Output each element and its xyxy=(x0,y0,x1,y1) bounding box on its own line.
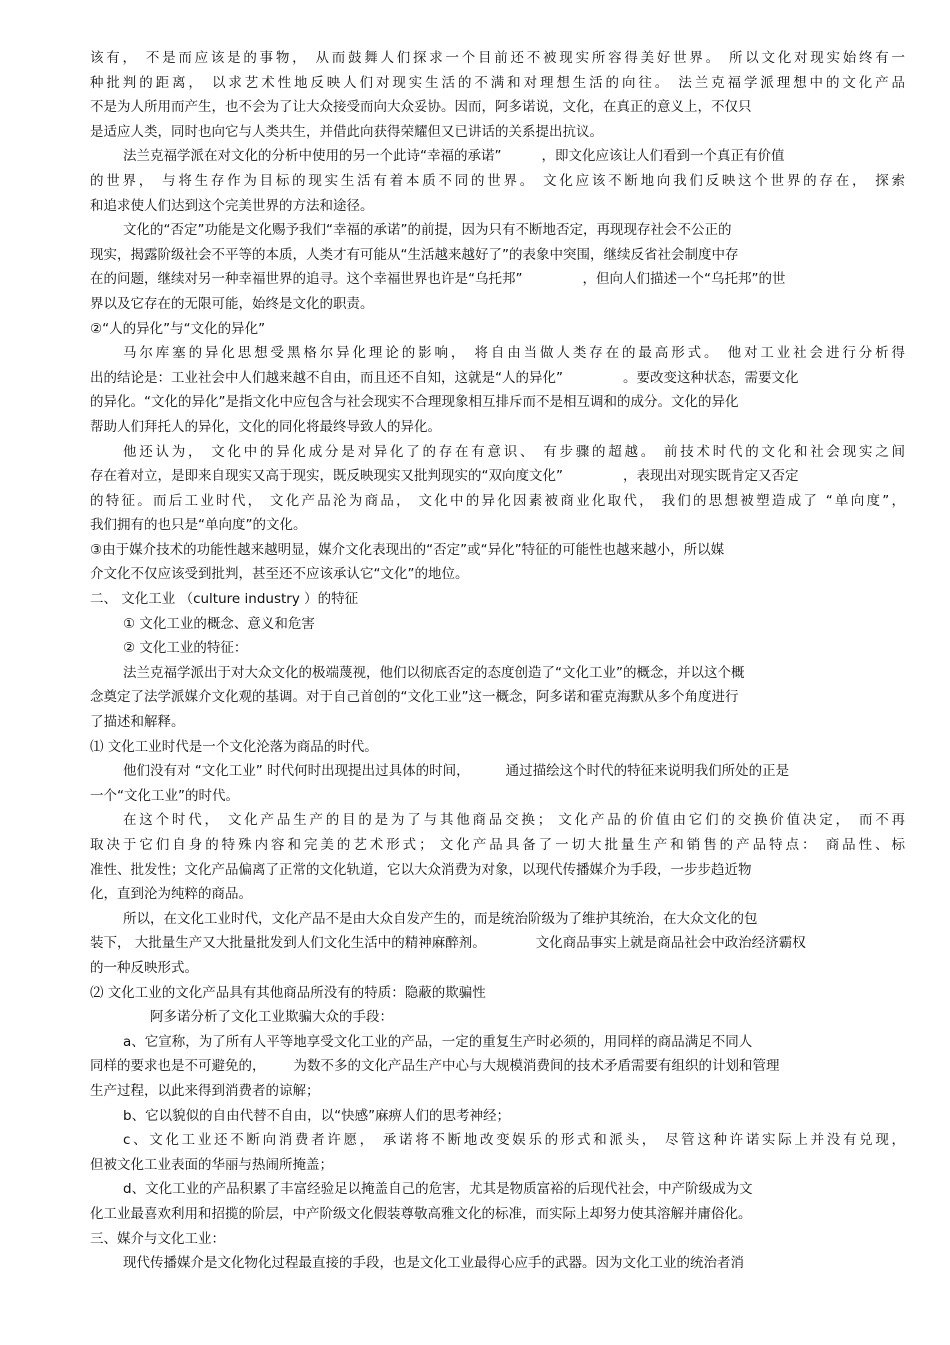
text-line: 我们拥有的也只是“单向度”的文化。 xyxy=(90,517,307,534)
text-line: 了描述和解释。 xyxy=(90,714,185,731)
text-line: 和追求使人们达到这个完美世界的方法和途径。 xyxy=(90,197,374,214)
text-line: 界以及它存在的无限可能，始终是文化的职责。 xyxy=(90,295,374,312)
section-heading: ②“人的异化”与“文化的异化” xyxy=(90,320,266,337)
text-line: 的异化。“文化的异化”是指文化中应包含与社会现实不合理现象相互排斥而不是相互调和的成分。文化的异化 xyxy=(90,394,739,411)
text-line: 在这个时代， 文化产品生产的目的是为了与其他商品交换； 文化产品的价值由它们的交换价值决定， 而不再 xyxy=(123,812,905,829)
text-line: 介文化不仅应该受到批判，甚至还不应该承认它“文化”的地位。 xyxy=(90,566,469,583)
text-line: 阿多诺分析了文化工业欺骗大众的手段： xyxy=(150,1009,393,1026)
text-line: 不是为人所用而产生，也不会为了让大众接受而向大众妥协。因而，阿多诺说，文化，在真正的意义上，不仅只 xyxy=(90,99,752,116)
section-heading: 三、媒介与文化工业： xyxy=(90,1230,225,1247)
list-item: ① 文化工业的概念、意义和危害 xyxy=(123,615,315,632)
text-line: 他们没有对 “文化工业” 时代何时出现提出过具体的时间， 通过描绘这个时代的特征来说明我们所处的正是 xyxy=(123,763,790,780)
text-line: 存在着对立，是即来自现实又高于现实，既反映现实又批判现实的“双向度文化” ，表现出对现实既肯定又否定 xyxy=(90,468,799,485)
text-line: 生产过程，以此来得到消费者的谅解； xyxy=(90,1082,320,1099)
text-line: 出的结论是：工业社会中人们越来越不自由，而且还不自知，这就是“人的异化” 。要改变这种状态，需要文化 xyxy=(90,369,799,386)
text-line: 的世界， 与将生存作为目标的现实生活有着本质不同的世界。 文化应该不断地向我们反映这个世界的存在， 探索 xyxy=(90,172,905,189)
text-line: 法兰克福学派在对文化的分析中使用的另一个此诗“幸福的承诺” ，即文化应该让人们看到一个真正有价值 xyxy=(123,148,785,165)
list-item: d、文化工业的产品积累了丰富经验足以掩盖自己的危害，尤其是物质富裕的后现代社会，中产阶级成为文 xyxy=(123,1181,753,1198)
text-line: 马尔库塞的异化思想受黑格尔异化理论的影响， 将自由当做人类存在的最高形式。 他对工业社会进行分析得 xyxy=(123,345,905,362)
text-line: 取决于它们自身的特殊内容和完美的艺术形式； 文化产品具备了一切大批量生产和销售的产品特点： 商品性、标 xyxy=(90,837,905,853)
text-line: 现实，揭露阶级社会不平等的本质，人类才有可能从“生活越来越好了”的表象中突围，继续反省社会制度中存 xyxy=(90,246,739,263)
text-line: 种批判的距离， 以求艺术性地反映人们对现实生活的不满和对理想生活的向往。 法兰克福学派理想中的文化产品 xyxy=(90,74,905,91)
text-line: ③由于媒介技术的功能性越来越明显，媒介文化表现出的“否定”或“异化”特征的可能性也越来越小，所以媒 xyxy=(90,541,725,558)
list-item: c、文化工业还不断向消费者许愿， 承诺将不断地改变娱乐的形式和派头， 尽管这种许诺实际上并没有兑现， xyxy=(123,1132,905,1149)
section-heading: 二、 文化工业 （culture industry ）的特征 xyxy=(90,591,359,608)
text-line: 现代传播媒介是文化物化过程最直接的手段，也是文化工业最得心应手的武器。因为文化工业的统治者消 xyxy=(123,1255,744,1272)
text-line: 他还认为， 文化中的异化成分是对异化了的存在有意识、 有步骤的超越。 前技术时代的文化和社会现实之间 xyxy=(123,443,905,460)
text-line: 化工业最喜欢利用和招揽的阶层，中产阶级文化假装尊敬高雅文化的标准，而实际上却努力使其溶解并庸俗化。 xyxy=(90,1205,752,1222)
document-page xyxy=(90,46,905,1276)
list-item: b、它以貌似的自由代替不自由，以“快感”麻痹人们的思考神经； xyxy=(123,1107,511,1124)
text-line: 文化的“否定”功能是文化赐予我们“幸福的承诺”的前提，因为只有不断地否定，再现现存社会不公正的 xyxy=(123,222,732,239)
text-line: 法兰克福学派出于对大众文化的极端蔑视，他们以彻底否定的态度创造了“文化工业”的概念，并以这个概 xyxy=(123,664,745,681)
text-line: 化，直到沦为纯粹的商品。 xyxy=(90,886,252,903)
text-line: 装下， 大批量生产又大批量批发到人们文化生活中的精神麻醉剂。 文化商品事实上就是商品社会中政治经济霸权 xyxy=(90,935,806,952)
text-line: 准性、批发性；文化产品偏离了正常的文化轨道，它以大众消费为对象，以现代传播媒介为手段，一步步趋近物 xyxy=(90,861,752,878)
text-line: 在的问题，继续对另一种幸福世界的追寻。这个幸福世界也许是“乌托邦” ，但向人们描述一个“乌托邦”的世 xyxy=(90,271,786,288)
text-line: 的特征。而后工业时代， 文化产品沦为商品， 文化中的异化因素被商业化取代， 我们的思想被塑造成了 “单向度”， xyxy=(90,492,905,509)
text-line: 帮助人们拜托人的异化，文化的同化将最终导致人的异化。 xyxy=(90,418,441,435)
text-line: 该有， 不是而应该是的事物， 从而鼓舞人们探求一个目前还不被现实所容得美好世界。 所以文化对现实始终有一 xyxy=(90,50,905,66)
text-line: 所以，在文化工业时代，文化产品不是由大众自发产生的，而是统治阶级为了维护其统治，在大众文化的包 xyxy=(123,910,758,927)
list-item: a、它宣称，为了所有人平等地享受文化工业的产品，一定的重复生产时必须的，用同样的商品满足不同人 xyxy=(123,1033,753,1050)
text-line: 但被文化工业表面的华丽与热闹所掩盖； xyxy=(90,1156,333,1173)
text-line: 同样的要求也是不可避免的， 为数不多的文化产品生产中心与大规模消费间的技术矛盾需要有组织的计划和管理 xyxy=(90,1058,780,1075)
list-item: ② 文化工业的特征： xyxy=(123,640,248,657)
text-line: 是适应人类，同时也向它与人类共生，并借此向获得荣耀但又已讲话的关系提出抗议。 xyxy=(90,123,603,140)
text-line: 念奠定了法学派媒介文化观的基调。对于自己首创的“文化工业”这一概念，阿多诺和霍克海默从多个角度进行 xyxy=(90,689,739,706)
text-line: 的一种反映形式。 xyxy=(90,959,198,976)
text-line: 一个“文化工业”的时代。 xyxy=(90,787,239,804)
section-heading: ⑵ 文化工业的文化产品具有其他商品所没有的特质：隐蔽的欺骗性 xyxy=(90,984,486,1001)
section-heading: ⑴ 文化工业时代是一个文化沦落为商品的时代。 xyxy=(90,738,378,755)
